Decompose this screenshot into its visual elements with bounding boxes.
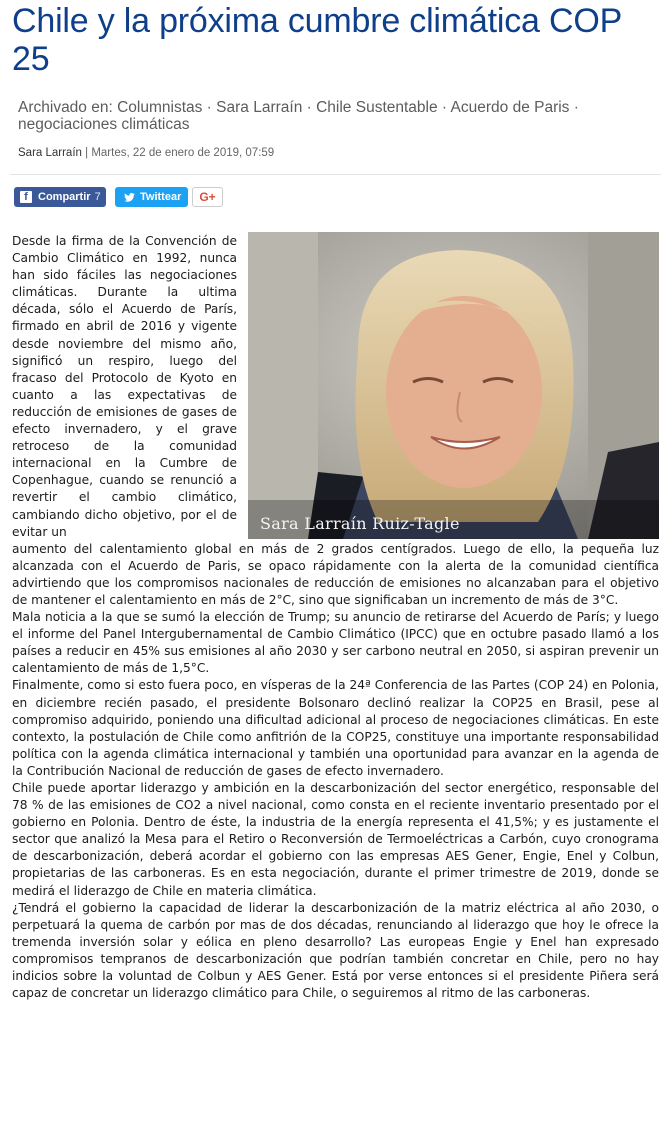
tag-link-sara-larrain[interactable]: Sara Larraín bbox=[216, 99, 303, 116]
paragraph-lead-wrapped: Desde la firma de la Convención de Cambio Climático en 1992, nunca han sido fáciles las negociaciones climáticas. Durante la ultima década, sólo el Acuerdo de París, firmado en abril de 2016 y vigente desde noviembre del mismo año, significó un respiro, luego del fracaso del Protocolo de Kyoto en cuanto a las expectativas de reducción de emisiones de gases de efecto invernadero, y el grave retroceso de la comunidad internacional en la Cumbre de Copenhague, cuando se renunció a revertir el cambio climático, cambiando dicho objetivo, por el de evitar un bbox=[12, 234, 237, 539]
tag-link-negociaciones-climaticas[interactable]: negociaciones climáticas bbox=[18, 116, 190, 133]
divider bbox=[10, 174, 661, 175]
twitter-share-button[interactable] bbox=[115, 187, 188, 207]
photo-caption: Sara Larraín Ruiz-Tagle bbox=[260, 514, 460, 533]
paragraph-5: ¿Tendrá el gobierno la capacidad de liderar la descarbonización de la matriz eléctrica al año 2030, o perpetuará la quema de carbón por mas de dos décadas, renunciando al liderazgo que hoy le ofrece la tremenda inversión solar y eólica en pleno desarrollo? Las europeas Engie y Enel han expresado compromisos tempranos de descarbonización que podrían también concretar en Chile, pero no hay indicios sobre la voluntad de Colbun y AES Gener. Está por verse entonces si el presidente Piñera será capaz de concretar un liderazgo climático para Chile, o seguiremos al ritmo de las carboneras. bbox=[12, 900, 659, 1001]
twitter-bird-icon bbox=[124, 193, 135, 202]
byline-separator: | bbox=[85, 147, 92, 159]
paragraph-3: Finalmente, como si esto fuera poco, en vísperas de la 24ª Conferencia de las Partes (COP 24) en Polonia, en diciembre recién pasado, el presidente Bolsonaro declinó realizar la COP25 en Brasil, pese al compromiso adquirido, poniendo una dificultad adicional al proceso de negociaciones climáticas. En este contexto, la postulación de Chile como anfitrión de la COP25, constituye una importante responsabilidad política con la agenda climática internacional y también una oportunidad para avanzar en la agenda de la Contribución Nacional de reducción de gases de efecto invernadero. bbox=[12, 678, 659, 778]
archive-prefix: Archivado en: bbox=[18, 99, 113, 116]
tag-link-chile-sustentable[interactable]: Chile Sustentable bbox=[316, 99, 438, 116]
byline-author[interactable]: Sara Larraín bbox=[18, 147, 82, 159]
tag-link-columnistas[interactable]: Columnistas bbox=[117, 99, 203, 116]
twitter-share-label: Twittear bbox=[140, 191, 182, 203]
paragraph-2: Mala noticia a la que se sumó la elección de Trump; su anuncio de retirarse del Acuerdo de París; y luego el informe del Panel Intergubernamental de Cambio Climático (IPCC) que en octubre pasado llamó a los países a reducir en 45% sus emisiones al año 2030 y ser carbono neutral en 2050, si aspiran prevenir un calentamiento de más de 1,5°C. bbox=[12, 610, 659, 676]
byline bbox=[18, 147, 274, 159]
archive-tags: Archivado en: Columnistas · Sara Larraín · Chile Sustentable · Acuerdo de Paris · negociaciones climáticas bbox=[18, 99, 579, 133]
facebook-share-label: Compartir bbox=[38, 191, 91, 203]
google-plus-icon: G+ bbox=[199, 190, 216, 204]
google-plus-share-button[interactable] bbox=[192, 187, 223, 207]
facebook-share-count: 7 bbox=[94, 191, 101, 203]
facebook-icon: f bbox=[20, 191, 32, 203]
article-body bbox=[12, 233, 659, 1002]
paragraph-lead-continued: aumento del calentamiento global en más de 2 grados centígrados. Luego de ello, la pequeña luz alcanzada con el Acuerdo de Paris, se opaco rápidamente con la alerta de la comunidad científica advirtiendo que los compromisos nacionales de reducción de emisiones no alcanzaban para el objetivo de mantener el calentamiento en más de 2°C, sino que significaban un incremento de más de 3°C. bbox=[12, 541, 659, 607]
page-title: Chile y la próxima cumbre climática COP 25 bbox=[12, 2, 622, 78]
byline-date: Martes, 22 de enero de 2019, 07:59 bbox=[91, 147, 275, 159]
tag-link-acuerdo-de-paris[interactable]: Acuerdo de Paris bbox=[450, 99, 570, 116]
paragraph-4: Chile puede aportar liderazgo y ambición en la descarbonización del sector energético, responsable del 78 % de las emisiones de CO2 a nivel nacional, como consta en el reciente inventario presentado por el gobierno en Polonia. Dentro de éste, la industria de la energía representa el 41,5%; y es justamente el sector que analizó la Mesa para el Retiro o Reconversión de Termoeléctricas a Carbón, cuyo cronograma de descarbonización, deberá acordar el gobierno con las empresas AES Gener, Engie, Enel y Colbun, propietarias de las carboneras. Es en esta negociación, durante el primer trimestre de 2019, donde se medirá el liderazgo de Chile en materia climática. bbox=[12, 781, 659, 898]
facebook-share-button[interactable] bbox=[14, 187, 106, 207]
